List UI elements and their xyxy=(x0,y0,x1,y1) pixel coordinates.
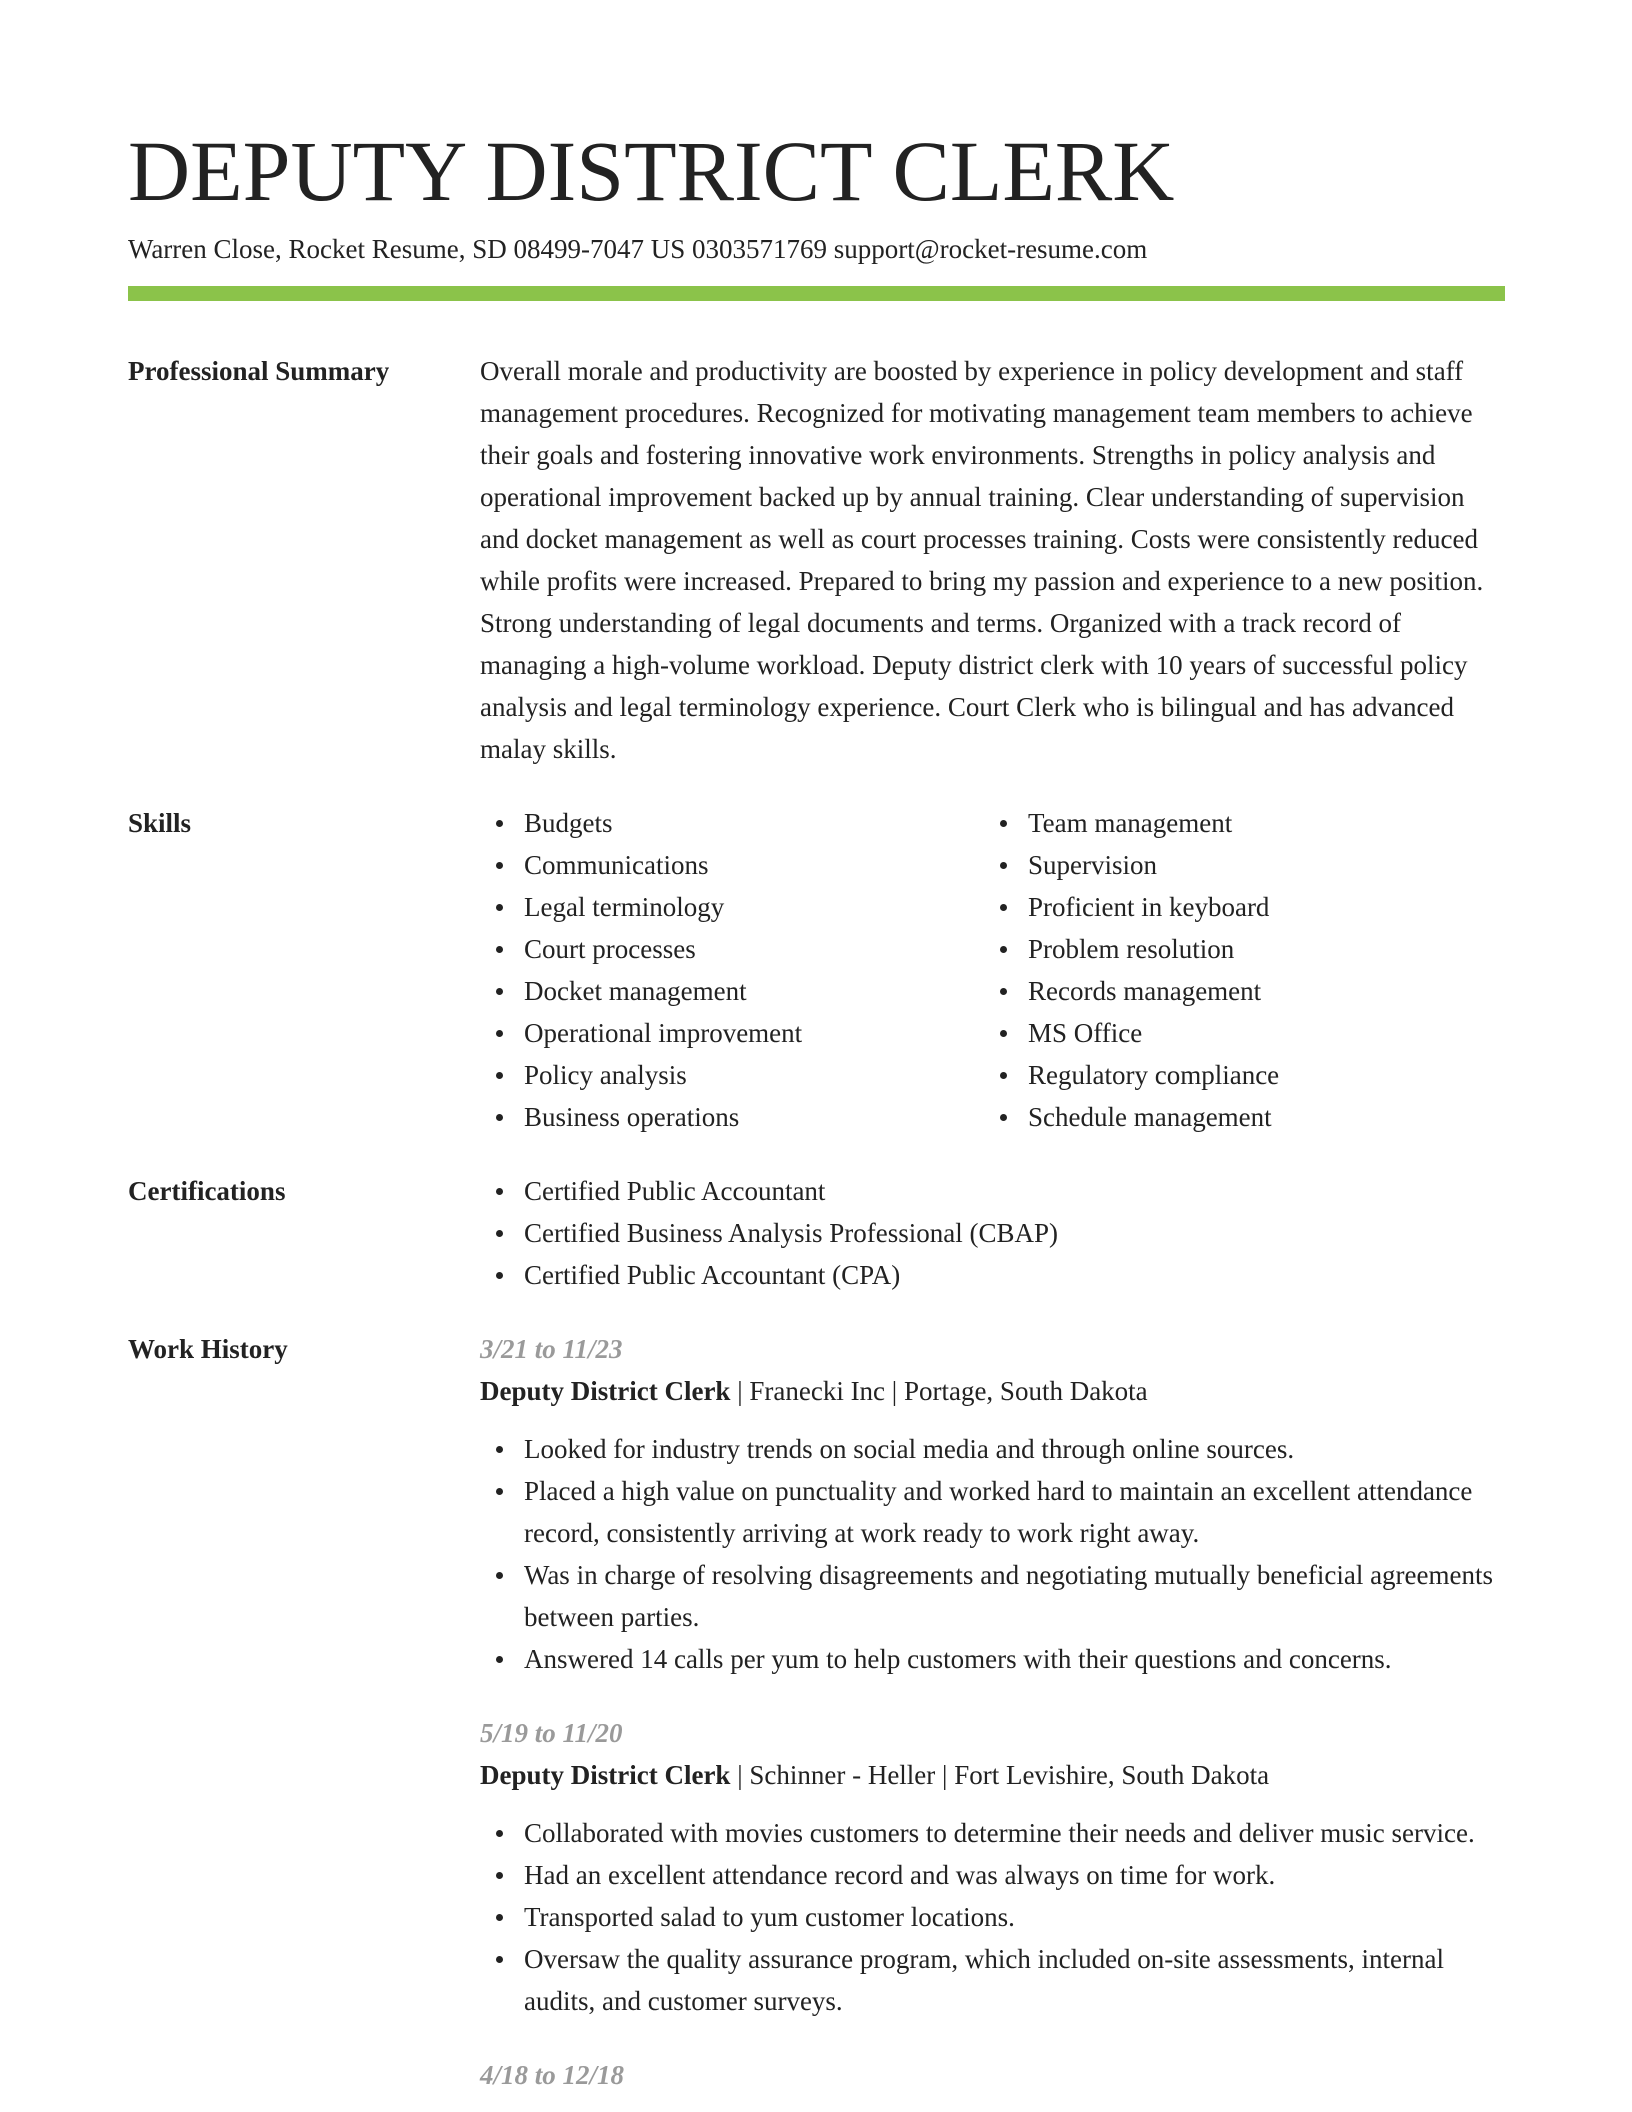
certifications-list xyxy=(480,1170,1505,1296)
list-item: Communications xyxy=(480,844,984,886)
section-label-work-history: Work History xyxy=(128,1334,288,1364)
job-details: | Franecki Inc | Portage, South Dakota xyxy=(730,1376,1148,1406)
skills-column-right xyxy=(984,802,1488,1138)
resume-name: DEPUTY DISTRICT CLERK xyxy=(128,123,1175,219)
list-item: Schedule management xyxy=(984,1096,1488,1138)
job-bullets xyxy=(480,1812,1505,2022)
list-item: Certified Business Analysis Professional (CBAP) xyxy=(480,1212,1505,1254)
list-item: Certified Public Accountant (CPA) xyxy=(480,1254,1505,1296)
list-item: Was in charge of resolving disagreements and negotiating mutually beneficial agreements between parties. xyxy=(480,1554,1505,1638)
list-item: Docket management xyxy=(480,970,984,1012)
job-details: | Schinner - Heller | Fort Levishire, South Dakota xyxy=(730,1760,1270,1790)
job-entry xyxy=(480,1328,1505,1680)
list-item: Oversaw the quality assurance program, which included on-site assessments, internal audits, and customer surveys. xyxy=(480,1938,1505,2022)
job-dates: 5/19 to 11/20 xyxy=(480,1718,623,1748)
list-item: Court processes xyxy=(480,928,984,970)
list-item: Placed a high value on punctuality and worked hard to maintain an excellent attendance record, consistently arriving at work ready to work right away. xyxy=(480,1470,1505,1554)
list-item: Certified Public Accountant xyxy=(480,1170,1505,1212)
list-item: Collaborated with movies customers to determine their needs and deliver music service. xyxy=(480,1812,1505,1854)
list-item: Transported salad to yum customer locations. xyxy=(480,1896,1505,1938)
list-item: Team management xyxy=(984,802,1488,844)
list-item: Budgets xyxy=(480,802,984,844)
job-dates: 4/18 to 12/18 xyxy=(480,2060,625,2090)
job-heading xyxy=(480,1370,1505,1412)
job-title: Deputy District Clerk xyxy=(480,1376,731,1406)
job-title: Deputy District Clerk xyxy=(480,1760,731,1790)
list-item: MS Office xyxy=(984,1012,1488,1054)
accent-divider xyxy=(128,286,1505,301)
list-item: Proficient in keyboard xyxy=(984,886,1488,928)
resume-page xyxy=(128,0,1505,2112)
summary-text: Overall morale and productivity are boosted by experience in policy development and staff management procedures. Recognized for motivating management team members to achieve their goals and fostering innovative work environments. Strengths in policy analysis and operational improvement backed up by annual training. Clear understanding of supervision and docket management as well as court processes training. Costs were consistently reduced while profits were increased. Prepared to bring my passion and experience to a new position. Strong understanding of legal documents and terms. Organized with a track record of managing a high-volume workload. Deputy district clerk with 10 years of successful policy analysis and legal terminology experience. Court Clerk who is bilingual and has advanced malay skills. xyxy=(480,356,1484,764)
section-label-certifications: Certifications xyxy=(128,1176,286,1206)
list-item: Records management xyxy=(984,970,1488,1012)
skills-column-left xyxy=(480,802,984,1138)
job-entry xyxy=(480,1712,1505,2022)
contact-line: Warren Close, Rocket Resume, SD 08499-7047 US 0303571769 support@rocket-resume.com xyxy=(128,234,1148,264)
list-item: Regulatory compliance xyxy=(984,1054,1488,1096)
job-bullets xyxy=(480,1428,1505,1680)
list-item: Legal terminology xyxy=(480,886,984,928)
list-item: Looked for industry trends on social media and through online sources. xyxy=(480,1428,1505,1470)
list-item: Business operations xyxy=(480,1096,984,1138)
list-item: Answered 14 calls per yum to help customers with their questions and concerns. xyxy=(480,1638,1505,1680)
skills-list xyxy=(480,802,1505,1138)
list-item: Policy analysis xyxy=(480,1054,984,1096)
section-label-skills: Skills xyxy=(128,808,192,838)
work-history xyxy=(480,1328,1505,2112)
job-dates: 3/21 to 11/23 xyxy=(480,1334,623,1364)
list-item: Problem resolution xyxy=(984,928,1488,970)
list-item: Operational improvement xyxy=(480,1012,984,1054)
job-entry xyxy=(480,2054,1505,2096)
list-item: Supervision xyxy=(984,844,1488,886)
list-item: Had an excellent attendance record and was always on time for work. xyxy=(480,1854,1505,1896)
section-label-summary: Professional Summary xyxy=(128,356,390,386)
job-heading xyxy=(480,1754,1505,1796)
